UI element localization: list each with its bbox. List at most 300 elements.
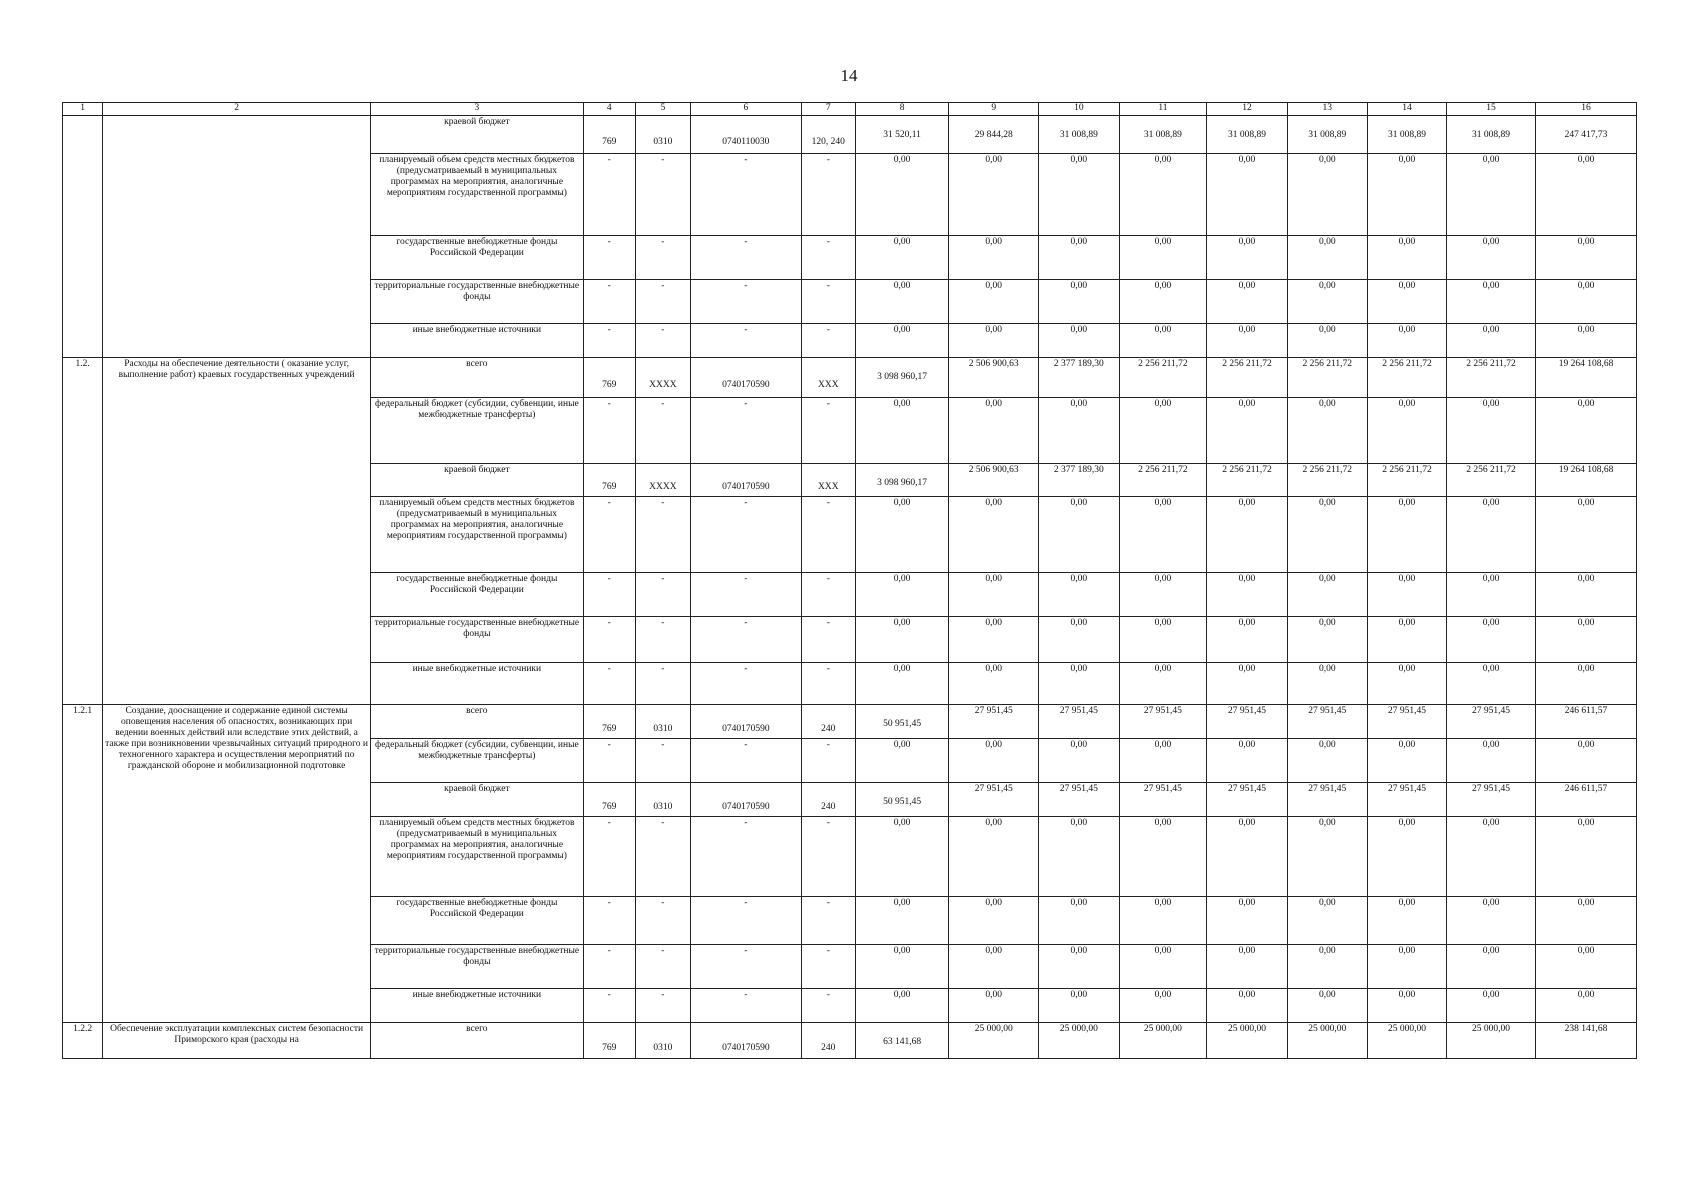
value-cell: 0,00 — [1367, 398, 1446, 464]
value-cell: 0,00 — [1039, 154, 1119, 236]
funding-source: краевой бюджет — [371, 116, 584, 154]
code-cell: - — [583, 989, 635, 1023]
code-cell: 0310 — [635, 783, 690, 817]
activity-name: Обеспечение эксплуатации комплексных систем безопасности Приморского края (расходы на — [103, 1023, 371, 1059]
value-cell: 27 951,45 — [1367, 783, 1446, 817]
value-cell: 246 611,57 — [1536, 783, 1637, 817]
value-cell: 27 951,45 — [949, 783, 1039, 817]
value-cell: 0,00 — [949, 897, 1039, 945]
value-cell: 0,00 — [855, 739, 948, 783]
funding-source: всего — [371, 705, 584, 739]
value-cell: 0,00 — [1207, 663, 1287, 705]
code-cell: - — [583, 497, 635, 573]
value-cell: 0,00 — [1039, 617, 1119, 663]
budget-table — [62, 102, 1637, 1059]
code-cell: - — [635, 573, 690, 617]
value-cell: 238 141,68 — [1536, 1023, 1637, 1059]
value-cell: 0,00 — [1367, 739, 1446, 783]
value-cell: 2 256 211,72 — [1367, 464, 1446, 497]
code-cell: - — [635, 617, 690, 663]
activity-name: Расходы на обеспечение деятельности ( оказание услуг, выполнение работ) краевых государственных учреждений — [103, 358, 371, 705]
value-cell: 27 951,45 — [1119, 783, 1207, 817]
code-cell: - — [691, 236, 802, 280]
value-cell: 0,00 — [1207, 617, 1287, 663]
value-cell: 0,00 — [1367, 280, 1446, 324]
funding-source: иные внебюджетные источники — [371, 324, 584, 358]
code-cell: - — [691, 817, 802, 897]
code-cell: 0740170590 — [691, 783, 802, 817]
value-cell: 0,00 — [1039, 324, 1119, 358]
value-cell: 0,00 — [855, 324, 948, 358]
value-cell: 0,00 — [1536, 497, 1637, 573]
code-cell: - — [583, 280, 635, 324]
value-cell: 3 098 960,17 — [855, 358, 948, 398]
value-cell: 0,00 — [1447, 324, 1536, 358]
value-cell: 0,00 — [1207, 398, 1287, 464]
value-cell: 0,00 — [1367, 154, 1446, 236]
column-header: 16 — [1536, 103, 1637, 116]
value-cell: 0,00 — [949, 324, 1039, 358]
value-cell: 0,00 — [949, 280, 1039, 324]
code-cell: 0740170590 — [691, 464, 802, 497]
code-cell: - — [635, 497, 690, 573]
value-cell: 2 256 211,72 — [1119, 464, 1207, 497]
header-row — [63, 103, 1637, 116]
code-cell: - — [583, 398, 635, 464]
value-cell: 31 008,89 — [1367, 116, 1446, 154]
value-cell: 31 520,11 — [855, 116, 948, 154]
code-cell: - — [801, 154, 855, 236]
value-cell: 0,00 — [1039, 739, 1119, 783]
value-cell: 27 951,45 — [1367, 705, 1446, 739]
code-cell: - — [801, 236, 855, 280]
row-index: 1.2.2 — [63, 1023, 103, 1059]
column-header: 6 — [691, 103, 802, 116]
table-row — [63, 116, 1637, 154]
value-cell: 0,00 — [1119, 739, 1207, 783]
value-cell: 0,00 — [855, 663, 948, 705]
value-cell: 27 951,45 — [1039, 783, 1119, 817]
column-header: 15 — [1447, 103, 1536, 116]
value-cell: 0,00 — [1536, 280, 1637, 324]
value-cell: 0,00 — [1447, 398, 1536, 464]
value-cell: 0,00 — [1447, 989, 1536, 1023]
code-cell: - — [801, 817, 855, 897]
funding-source: всего — [371, 358, 584, 398]
code-cell: 120, 240 — [801, 116, 855, 154]
code-cell: - — [583, 154, 635, 236]
code-cell: - — [583, 617, 635, 663]
value-cell: 0,00 — [1367, 897, 1446, 945]
value-cell: 0,00 — [1119, 945, 1207, 989]
value-cell: 2 256 211,72 — [1207, 358, 1287, 398]
value-cell: 19 264 108,68 — [1536, 358, 1637, 398]
value-cell: 0,00 — [1447, 280, 1536, 324]
code-cell: - — [583, 573, 635, 617]
value-cell: 0,00 — [1536, 573, 1637, 617]
value-cell: 0,00 — [855, 945, 948, 989]
value-cell: 0,00 — [1536, 398, 1637, 464]
code-cell: - — [801, 573, 855, 617]
code-cell: - — [635, 897, 690, 945]
code-cell: - — [801, 398, 855, 464]
value-cell: 0,00 — [1536, 236, 1637, 280]
column-header: 8 — [855, 103, 948, 116]
value-cell: 31 008,89 — [1207, 116, 1287, 154]
funding-source: федеральный бюджет (субсидии, субвенции, иные межбюджетные трансферты) — [371, 398, 584, 464]
funding-source: государственные внебюджетные фонды Российской Федерации — [371, 573, 584, 617]
value-cell: 0,00 — [949, 573, 1039, 617]
value-cell: 0,00 — [855, 573, 948, 617]
column-header: 14 — [1367, 103, 1446, 116]
code-cell: - — [801, 945, 855, 989]
value-cell: 19 264 108,68 — [1536, 464, 1637, 497]
code-cell: 0310 — [635, 1023, 690, 1059]
value-cell: 0,00 — [1536, 324, 1637, 358]
code-cell: 0740170590 — [691, 358, 802, 398]
value-cell: 0,00 — [1119, 324, 1207, 358]
code-cell: 240 — [801, 783, 855, 817]
code-cell: - — [801, 663, 855, 705]
value-cell: 0,00 — [1447, 663, 1536, 705]
column-header: 1 — [63, 103, 103, 116]
value-cell: 2 377 189,30 — [1039, 358, 1119, 398]
activity-name: Создание, дооснащение и содержание единой системы оповещения населения об опасностях, возникающих при ведении военных действий или вследствие этих действий, а также при возникновении чрезвычайных ситуаций природного и техногенного характера и осуществления мероприятий по гражданской обороне и мобилизационной подготовке — [103, 705, 371, 1023]
funding-source: иные внебюджетные источники — [371, 989, 584, 1023]
column-header: 10 — [1039, 103, 1119, 116]
funding-source: государственные внебюджетные фонды Российской Федерации — [371, 897, 584, 945]
value-cell: 0,00 — [1119, 817, 1207, 897]
code-cell: 769 — [583, 116, 635, 154]
value-cell: 0,00 — [1287, 945, 1367, 989]
value-cell: 2 256 211,72 — [1447, 464, 1536, 497]
code-cell: - — [691, 989, 802, 1023]
code-cell: - — [801, 989, 855, 1023]
funding-source: планируемый объем средств местных бюджетов (предусматриваемый в муниципальных программах на мероприятия, аналогичные мероприятиям государственной программы) — [371, 154, 584, 236]
value-cell: 0,00 — [1207, 497, 1287, 573]
code-cell: 769 — [583, 464, 635, 497]
value-cell: 2 377 189,30 — [1039, 464, 1119, 497]
value-cell: 31 008,89 — [1119, 116, 1207, 154]
value-cell: 25 000,00 — [1287, 1023, 1367, 1059]
code-cell: - — [691, 398, 802, 464]
value-cell: 0,00 — [1447, 617, 1536, 663]
value-cell: 27 951,45 — [1447, 783, 1536, 817]
value-cell: 31 008,89 — [1287, 116, 1367, 154]
value-cell: 29 844,28 — [949, 116, 1039, 154]
code-cell: 0740110030 — [691, 116, 802, 154]
value-cell: 2 256 211,72 — [1119, 358, 1207, 398]
row-index: 1.2.1 — [63, 705, 103, 1023]
code-cell: 0740170590 — [691, 705, 802, 739]
value-cell: 0,00 — [949, 497, 1039, 573]
value-cell: 0,00 — [1447, 497, 1536, 573]
code-cell: - — [691, 617, 802, 663]
code-cell: - — [691, 573, 802, 617]
value-cell: 0,00 — [855, 817, 948, 897]
code-cell: - — [801, 739, 855, 783]
value-cell: 0,00 — [1207, 817, 1287, 897]
value-cell: 0,00 — [855, 897, 948, 945]
funding-source: территориальные государственные внебюджетные фонды — [371, 280, 584, 324]
funding-source: краевой бюджет — [371, 464, 584, 497]
code-cell: - — [635, 739, 690, 783]
code-cell: - — [583, 324, 635, 358]
code-cell: - — [583, 945, 635, 989]
value-cell: 0,00 — [1367, 617, 1446, 663]
value-cell: 0,00 — [1536, 989, 1637, 1023]
code-cell: 240 — [801, 705, 855, 739]
value-cell: 0,00 — [1039, 573, 1119, 617]
code-cell: 769 — [583, 358, 635, 398]
value-cell: 0,00 — [1447, 573, 1536, 617]
value-cell: 0,00 — [1447, 739, 1536, 783]
code-cell: - — [635, 989, 690, 1023]
code-cell: - — [691, 945, 802, 989]
value-cell: 0,00 — [1447, 236, 1536, 280]
value-cell: 2 506 900,63 — [949, 358, 1039, 398]
code-cell: 769 — [583, 705, 635, 739]
value-cell: 0,00 — [1447, 154, 1536, 236]
value-cell: 0,00 — [1447, 817, 1536, 897]
value-cell: 0,00 — [1287, 497, 1367, 573]
value-cell: 0,00 — [1039, 398, 1119, 464]
code-cell: - — [583, 663, 635, 705]
value-cell: 27 951,45 — [1447, 705, 1536, 739]
code-cell: - — [801, 897, 855, 945]
value-cell: 31 008,89 — [1447, 116, 1536, 154]
code-cell: - — [583, 236, 635, 280]
funding-source: планируемый объем средств местных бюджетов (предусматриваемый в муниципальных программах на мероприятия, аналогичные мероприятиям государственной программы) — [371, 497, 584, 573]
value-cell: 0,00 — [1367, 817, 1446, 897]
row-index: 1.2. — [63, 358, 103, 705]
value-cell: 2 256 211,72 — [1287, 358, 1367, 398]
value-cell: 27 951,45 — [1039, 705, 1119, 739]
value-cell: 0,00 — [1207, 897, 1287, 945]
value-cell: 0,00 — [1367, 989, 1446, 1023]
value-cell: 247 417,73 — [1536, 116, 1637, 154]
value-cell: 0,00 — [1039, 663, 1119, 705]
value-cell: 0,00 — [1119, 280, 1207, 324]
code-cell: - — [635, 663, 690, 705]
value-cell: 0,00 — [1207, 739, 1287, 783]
value-cell: 0,00 — [1119, 573, 1207, 617]
funding-source: всего — [371, 1023, 584, 1059]
code-cell: - — [635, 324, 690, 358]
value-cell: 0,00 — [1039, 817, 1119, 897]
value-cell: 0,00 — [949, 236, 1039, 280]
value-cell: 0,00 — [1536, 817, 1637, 897]
code-cell: - — [635, 154, 690, 236]
table-row — [63, 358, 1637, 398]
code-cell: XXXX — [635, 358, 690, 398]
value-cell: 0,00 — [1207, 280, 1287, 324]
value-cell: 25 000,00 — [1447, 1023, 1536, 1059]
value-cell: 0,00 — [1536, 617, 1637, 663]
value-cell: 0,00 — [1039, 497, 1119, 573]
value-cell: 0,00 — [1536, 739, 1637, 783]
value-cell: 50 951,45 — [855, 783, 948, 817]
value-cell: 0,00 — [1207, 573, 1287, 617]
value-cell: 3 098 960,17 — [855, 464, 948, 497]
code-cell: - — [801, 497, 855, 573]
value-cell: 0,00 — [1367, 236, 1446, 280]
value-cell: 63 141,68 — [855, 1023, 948, 1059]
value-cell: 0,00 — [1119, 236, 1207, 280]
value-cell: 2 506 900,63 — [949, 464, 1039, 497]
funding-source: территориальные государственные внебюджетные фонды — [371, 945, 584, 989]
value-cell: 0,00 — [1287, 989, 1367, 1023]
code-cell: 0310 — [635, 705, 690, 739]
value-cell: 0,00 — [1207, 154, 1287, 236]
value-cell: 0,00 — [1287, 817, 1367, 897]
column-header: 11 — [1119, 103, 1207, 116]
value-cell: 0,00 — [1039, 945, 1119, 989]
value-cell: 0,00 — [1536, 897, 1637, 945]
column-header: 3 — [371, 103, 584, 116]
value-cell: 0,00 — [1119, 398, 1207, 464]
value-cell: 0,00 — [1119, 154, 1207, 236]
value-cell: 0,00 — [1447, 945, 1536, 989]
table-body — [63, 103, 1637, 1059]
value-cell: 0,00 — [1367, 663, 1446, 705]
value-cell: 2 256 211,72 — [1287, 464, 1367, 497]
value-cell: 0,00 — [1367, 324, 1446, 358]
value-cell: 0,00 — [1287, 236, 1367, 280]
code-cell: XXX — [801, 464, 855, 497]
activity-name — [103, 116, 371, 358]
value-cell: 0,00 — [1287, 154, 1367, 236]
code-cell: 769 — [583, 1023, 635, 1059]
value-cell: 0,00 — [855, 617, 948, 663]
value-cell: 0,00 — [855, 154, 948, 236]
code-cell: - — [635, 817, 690, 897]
value-cell: 0,00 — [949, 817, 1039, 897]
value-cell: 2 256 211,72 — [1367, 358, 1446, 398]
code-cell: - — [635, 280, 690, 324]
funding-source: территориальные государственные внебюджетные фонды — [371, 617, 584, 663]
value-cell: 0,00 — [1119, 663, 1207, 705]
value-cell: 0,00 — [1287, 617, 1367, 663]
value-cell: 0,00 — [855, 497, 948, 573]
code-cell: - — [583, 739, 635, 783]
value-cell: 31 008,89 — [1039, 116, 1119, 154]
page-number: 14 — [840, 66, 858, 85]
value-cell: 0,00 — [1536, 154, 1637, 236]
value-cell: 0,00 — [1207, 324, 1287, 358]
column-header: 4 — [583, 103, 635, 116]
code-cell: XXX — [801, 358, 855, 398]
funding-source: краевой бюджет — [371, 783, 584, 817]
value-cell: 0,00 — [1039, 989, 1119, 1023]
value-cell: 0,00 — [1536, 945, 1637, 989]
column-header: 12 — [1207, 103, 1287, 116]
code-cell: XXXX — [635, 464, 690, 497]
value-cell: 27 951,45 — [1287, 705, 1367, 739]
value-cell: 0,00 — [1447, 897, 1536, 945]
value-cell: 0,00 — [949, 739, 1039, 783]
value-cell: 0,00 — [855, 989, 948, 1023]
code-cell: - — [635, 398, 690, 464]
table-row — [63, 1023, 1637, 1059]
column-header: 2 — [103, 103, 371, 116]
value-cell: 0,00 — [949, 617, 1039, 663]
code-cell: - — [691, 663, 802, 705]
value-cell: 25 000,00 — [949, 1023, 1039, 1059]
value-cell: 0,00 — [1039, 897, 1119, 945]
value-cell: 0,00 — [1367, 497, 1446, 573]
value-cell: 0,00 — [1207, 945, 1287, 989]
value-cell: 0,00 — [1039, 280, 1119, 324]
value-cell: 0,00 — [1287, 897, 1367, 945]
value-cell: 0,00 — [855, 236, 948, 280]
column-header: 9 — [949, 103, 1039, 116]
value-cell: 0,00 — [1119, 989, 1207, 1023]
code-cell: - — [801, 280, 855, 324]
code-cell: - — [635, 236, 690, 280]
value-cell: 25 000,00 — [1367, 1023, 1446, 1059]
value-cell: 0,00 — [1119, 897, 1207, 945]
value-cell: 0,00 — [1287, 663, 1367, 705]
value-cell: 2 256 211,72 — [1207, 464, 1287, 497]
value-cell: 0,00 — [1367, 573, 1446, 617]
funding-source: федеральный бюджет (субсидии, субвенции, иные межбюджетные трансферты) — [371, 739, 584, 783]
value-cell: 25 000,00 — [1119, 1023, 1207, 1059]
value-cell: 27 951,45 — [1207, 783, 1287, 817]
column-header: 7 — [801, 103, 855, 116]
code-cell: - — [691, 280, 802, 324]
code-cell: - — [801, 324, 855, 358]
value-cell: 25 000,00 — [1039, 1023, 1119, 1059]
value-cell: 27 951,45 — [1207, 705, 1287, 739]
value-cell: 0,00 — [855, 280, 948, 324]
value-cell: 27 951,45 — [949, 705, 1039, 739]
value-cell: 0,00 — [1287, 324, 1367, 358]
value-cell: 2 256 211,72 — [1447, 358, 1536, 398]
code-cell: - — [691, 497, 802, 573]
code-cell: - — [583, 817, 635, 897]
value-cell: 0,00 — [1207, 989, 1287, 1023]
code-cell: - — [801, 617, 855, 663]
value-cell: 246 611,57 — [1536, 705, 1637, 739]
value-cell: 0,00 — [1367, 945, 1446, 989]
value-cell: 0,00 — [1039, 236, 1119, 280]
value-cell: 0,00 — [949, 398, 1039, 464]
code-cell: - — [635, 945, 690, 989]
value-cell: 0,00 — [949, 945, 1039, 989]
value-cell: 0,00 — [1207, 236, 1287, 280]
value-cell: 0,00 — [1119, 497, 1207, 573]
value-cell: 25 000,00 — [1207, 1023, 1287, 1059]
value-cell: 0,00 — [949, 663, 1039, 705]
column-header: 5 — [635, 103, 690, 116]
table-row — [63, 705, 1637, 739]
code-cell: - — [691, 739, 802, 783]
value-cell: 0,00 — [1287, 739, 1367, 783]
code-cell: 769 — [583, 783, 635, 817]
value-cell: 27 951,45 — [1287, 783, 1367, 817]
column-header: 13 — [1287, 103, 1367, 116]
value-cell: 0,00 — [855, 398, 948, 464]
funding-source: иные внебюджетные источники — [371, 663, 584, 705]
value-cell: 50 951,45 — [855, 705, 948, 739]
value-cell: 27 951,45 — [1119, 705, 1207, 739]
code-cell: - — [691, 897, 802, 945]
code-cell: 240 — [801, 1023, 855, 1059]
value-cell: 0,00 — [1287, 280, 1367, 324]
value-cell: 0,00 — [949, 154, 1039, 236]
funding-source: государственные внебюджетные фонды Российской Федерации — [371, 236, 584, 280]
